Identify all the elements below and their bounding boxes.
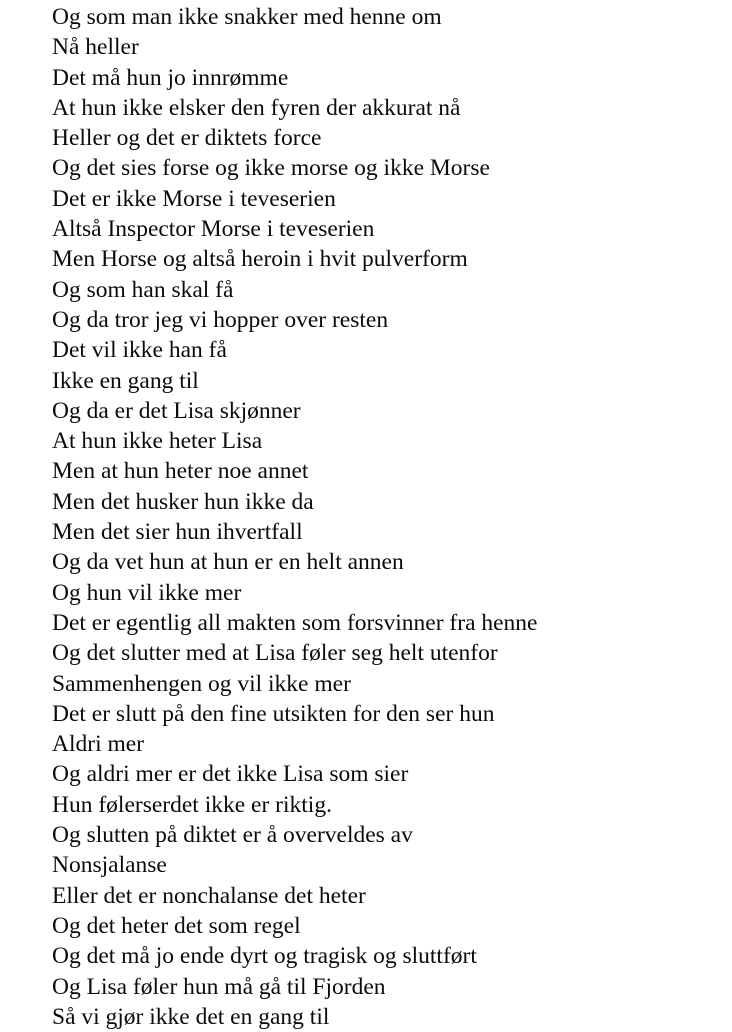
poem-line: Og slutten på diktet er å overveldes av [52, 822, 413, 849]
poem-line: Og det slutter med at Lisa føler seg helt utenfor [52, 640, 498, 667]
poem-line: Men Horse og altså heroin i hvit pulverform [52, 246, 468, 273]
poem-line: Det er egentlig all makten som forsvinner fra henne [52, 609, 538, 636]
poem-body [52, 2, 712, 1032]
poem-line: Og det heter det som regel [52, 912, 301, 939]
poem-line: Hun følerserdet ikke er riktig. [52, 791, 332, 818]
poem-line: Eller det er nonchalanse det heter [52, 882, 366, 909]
poem-line: Og som man ikke snakker med henne om [52, 4, 442, 30]
poem-line: Og hun vil ikke mer [52, 579, 242, 606]
poem-line: At hun ikke elsker den fyren der akkurat nå [52, 94, 461, 121]
poem-line: Altså Inspector Morse i teveserien [52, 216, 375, 243]
poem-line: Og da vet hun at hun er en helt annen [52, 549, 404, 576]
poem-line: Men det husker hun ikke da [52, 488, 314, 515]
poem-line: Men at hun heter noe annet [52, 458, 309, 485]
poem-line: Det er slutt på den fine utsikten for den ser hun [52, 700, 495, 727]
poem-line: Og det sies forse og ikke morse og ikke Morse [52, 155, 490, 182]
poem-line: Nonsjalanse [52, 852, 167, 879]
poem-line: Det må hun jo innrømme [52, 64, 289, 91]
poem-line: Heller og det er diktets force [52, 125, 322, 152]
poem-line: Og aldri mer er det ikke Lisa som sier [52, 761, 409, 788]
poem-line: Og det må jo ende dyrt og tragisk og sluttført [52, 943, 477, 970]
poem-line: At hun ikke heter Lisa [52, 428, 263, 455]
poem-line: Aldri mer [52, 731, 145, 758]
poem-line: Så vi gjør ikke det en gang til [52, 1003, 330, 1030]
poem-line: Det er ikke Morse i teveserien [52, 185, 336, 212]
poem-line: Og som han skal få [52, 276, 234, 303]
poem-line: Nå heller [52, 34, 139, 61]
poem-line: Og Lisa føler hun må gå til Fjorden [52, 973, 386, 1000]
poem-line: Ikke en gang til [52, 367, 199, 394]
poem-line: Men det sier hun ihvertfall [52, 519, 303, 546]
poem-line: Og da er det Lisa skjønner [52, 397, 301, 424]
poem-line: Og da tror jeg vi hopper over resten [52, 306, 389, 333]
poem-line: Sammenhengen og vil ikke mer [52, 670, 351, 697]
poem-line: Det vil ikke han få [52, 337, 227, 364]
